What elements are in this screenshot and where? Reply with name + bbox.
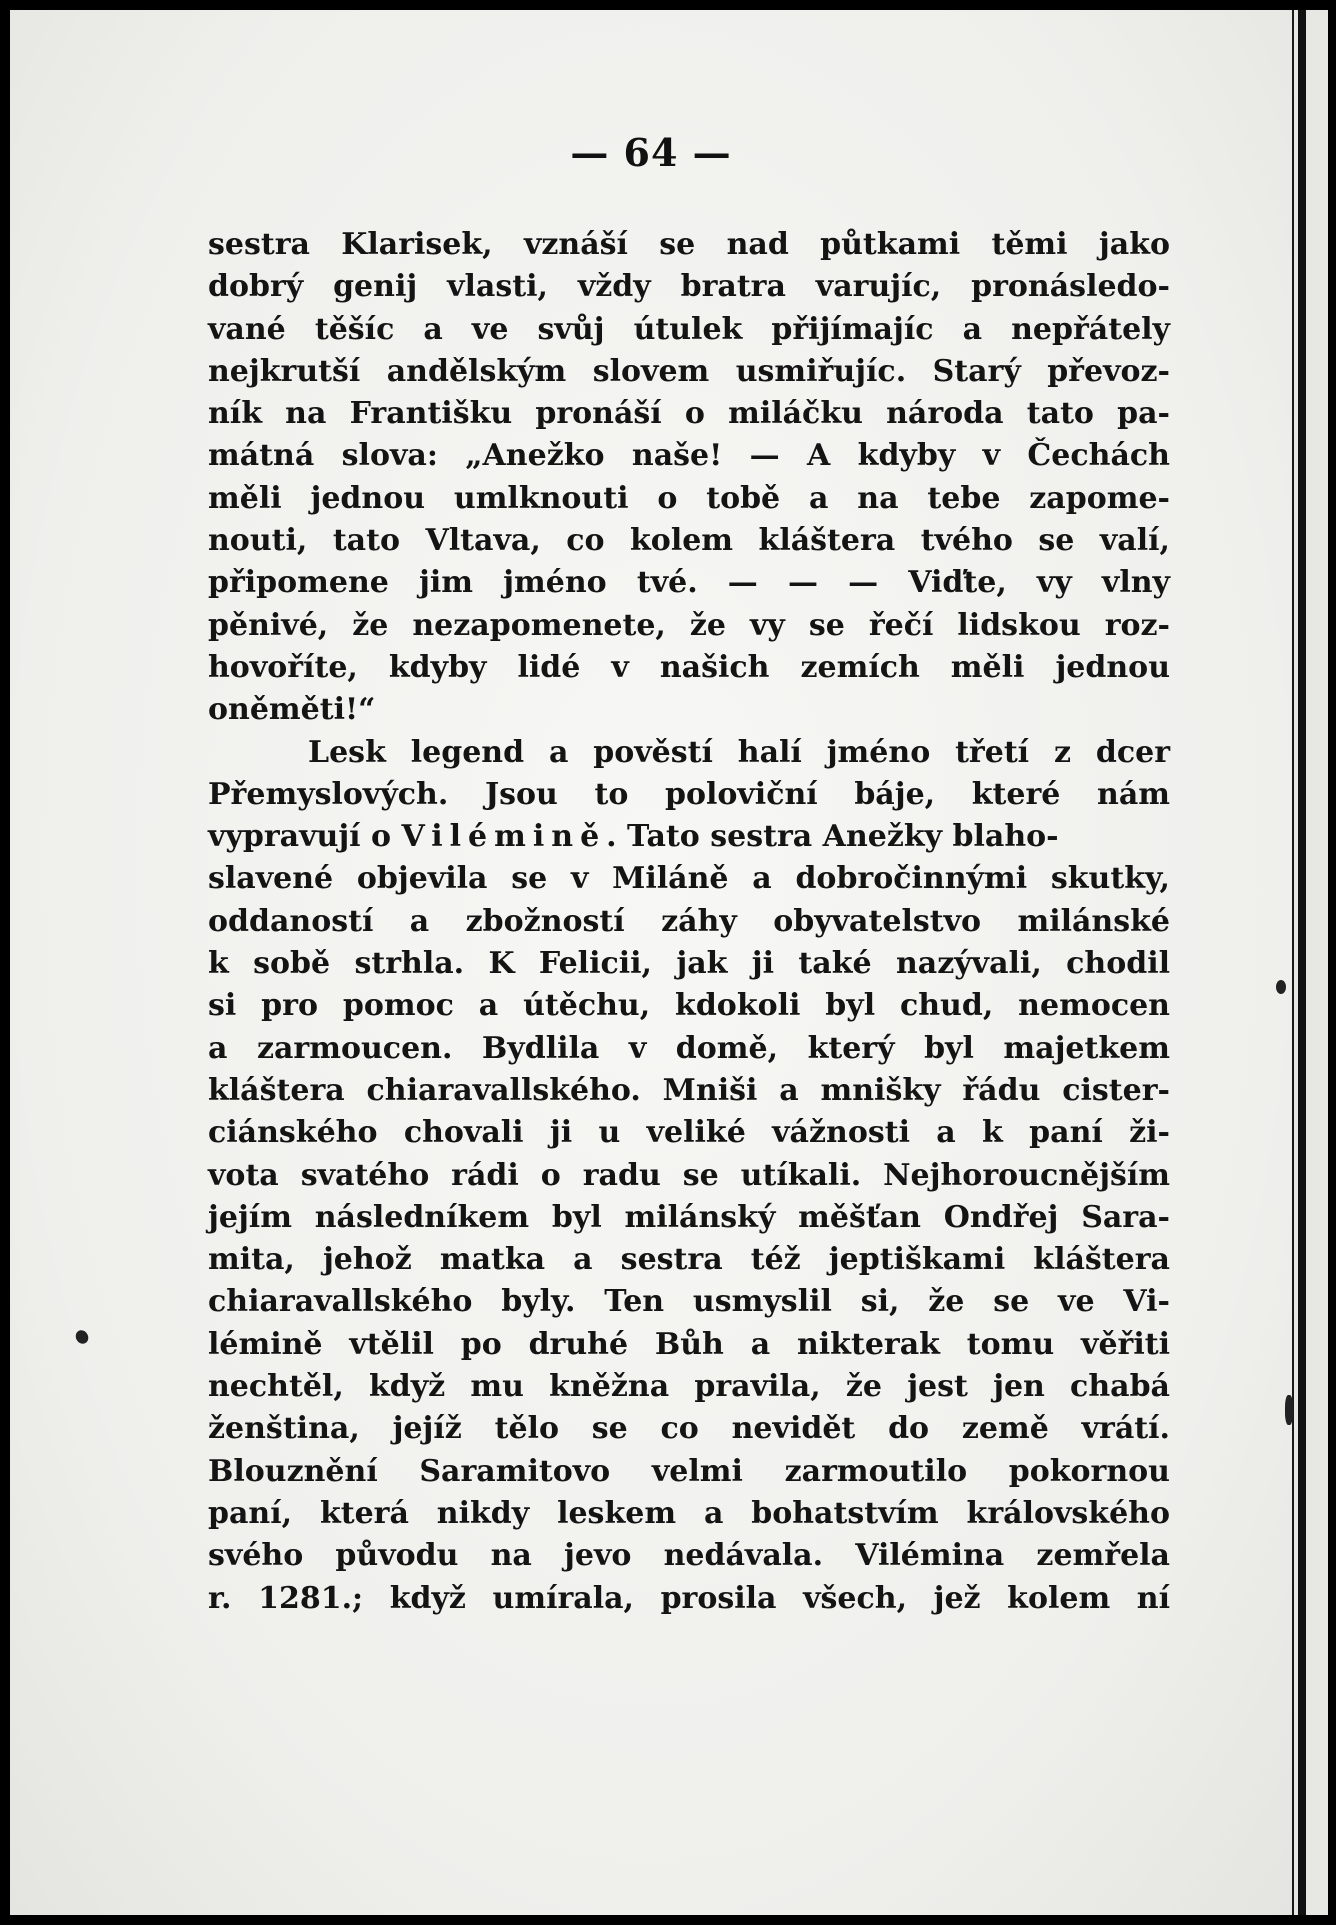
ink-speck bbox=[73, 1328, 90, 1346]
text-line: připomene jim jméno tvé. — — — Viďte, vy vlny bbox=[208, 565, 1170, 601]
body-text bbox=[208, 224, 1170, 1620]
page-number: — 64 — bbox=[570, 130, 732, 175]
text-line: sestra Klarisek, vznáší se nad půtkami těmi jako bbox=[208, 227, 1170, 262]
ink-speck bbox=[1285, 1395, 1293, 1425]
text-line: vota svatého rádi o radu se utíkali. Nejhoroucnějším bbox=[208, 1157, 1170, 1193]
text-line: a zarmoucen. Bydlila v domě, který byl majetkem bbox=[208, 1030, 1170, 1066]
text-line: chiaravallského byly. Ten usmyslil si, že se ve Vi- bbox=[208, 1284, 1170, 1320]
binding-shadow bbox=[1298, 10, 1306, 1915]
text-line: Blouznění Saramitovo velmi zarmoutilo pokornou bbox=[208, 1453, 1170, 1489]
text-line: lémině vtělil po druhé Bůh a nikterak tomu věřiti bbox=[208, 1326, 1170, 1362]
text-line: ník na Františku pronáší o miláčku národa tato pa- bbox=[208, 396, 1170, 432]
text-line: r. 1281.; když umírala, prosila všech, jež kolem ní bbox=[208, 1580, 1170, 1616]
text-line: kláštera chiaravallského. Mniši a mnišky řádu cister- bbox=[208, 1072, 1170, 1108]
text-segment: . Tato sestra Anežky blaho- bbox=[606, 819, 1059, 855]
ink-speck bbox=[1276, 980, 1286, 994]
text-line: slavené objevila se v Miláně a dobročinnými skutky, bbox=[208, 861, 1170, 897]
text-line-with-emphasis bbox=[208, 816, 1170, 858]
text-line: dobrý genij vlasti, vždy bratra varujíc, pronásledo- bbox=[208, 269, 1170, 305]
text-line: nejkrutší andělským slovem usmiřujíc. Starý převoz- bbox=[208, 353, 1170, 389]
text-line: si pro pomoc a útěchu, kdokoli byl chud, nemocen bbox=[208, 988, 1170, 1024]
text-segment: vypravují o bbox=[208, 819, 392, 855]
text-line: mita, jehož matka a sestra též jeptiškami kláštera bbox=[208, 1242, 1170, 1278]
text-line: nouti, tato Vltava, co kolem kláštera tvého se valí, bbox=[208, 523, 1170, 559]
text-line: jejím následníkem byl milánský měšťan Ondřej Sara- bbox=[208, 1199, 1170, 1235]
text-line: hovoříte, kdyby lidé v našich zemích měli jednou bbox=[208, 649, 1170, 685]
text-line-paragraph-end: oněměti!“ bbox=[208, 692, 376, 728]
text-line: oddaností a zbožností záhy obyvatelstvo milánské bbox=[208, 903, 1170, 939]
text-line: paní, která nikdy leskem a bohatstvím královského bbox=[208, 1495, 1170, 1531]
emphasized-name: Vilémině bbox=[401, 819, 607, 855]
book-page bbox=[10, 10, 1292, 1915]
text-line-paragraph-start: Lesk legend a pověstí halí jméno třetí z dcer bbox=[308, 734, 1170, 770]
text-line: ciánského chovali ji u veliké vážnosti a k paní ži- bbox=[208, 1115, 1170, 1151]
text-line: svého původu na jevo nedávala. Vilémina zemřela bbox=[208, 1538, 1170, 1574]
text-line: ženština, jejíž tělo se co nevidět do země vrátí. bbox=[208, 1411, 1170, 1447]
text-line: vané těšíc a ve svůj útulek přijímajíc a nepřátely bbox=[208, 311, 1170, 347]
text-line: nechtěl, když mu kněžna pravila, že jest jen chabá bbox=[208, 1369, 1170, 1405]
text-line: k sobě strhla. K Felicii, jak ji také nazývali, chodil bbox=[208, 946, 1170, 982]
text-line: mátná slova: „Anežko naše! — A kdyby v Čechách bbox=[208, 438, 1170, 474]
text-line: pěnivé, že nezapomenete, že vy se řečí lidskou roz- bbox=[208, 607, 1170, 643]
text-line: Přemyslových. Jsou to poloviční báje, které nám bbox=[208, 776, 1170, 812]
text-line: měli jednou umlknouti o tobě a na tebe zapome- bbox=[208, 480, 1170, 516]
